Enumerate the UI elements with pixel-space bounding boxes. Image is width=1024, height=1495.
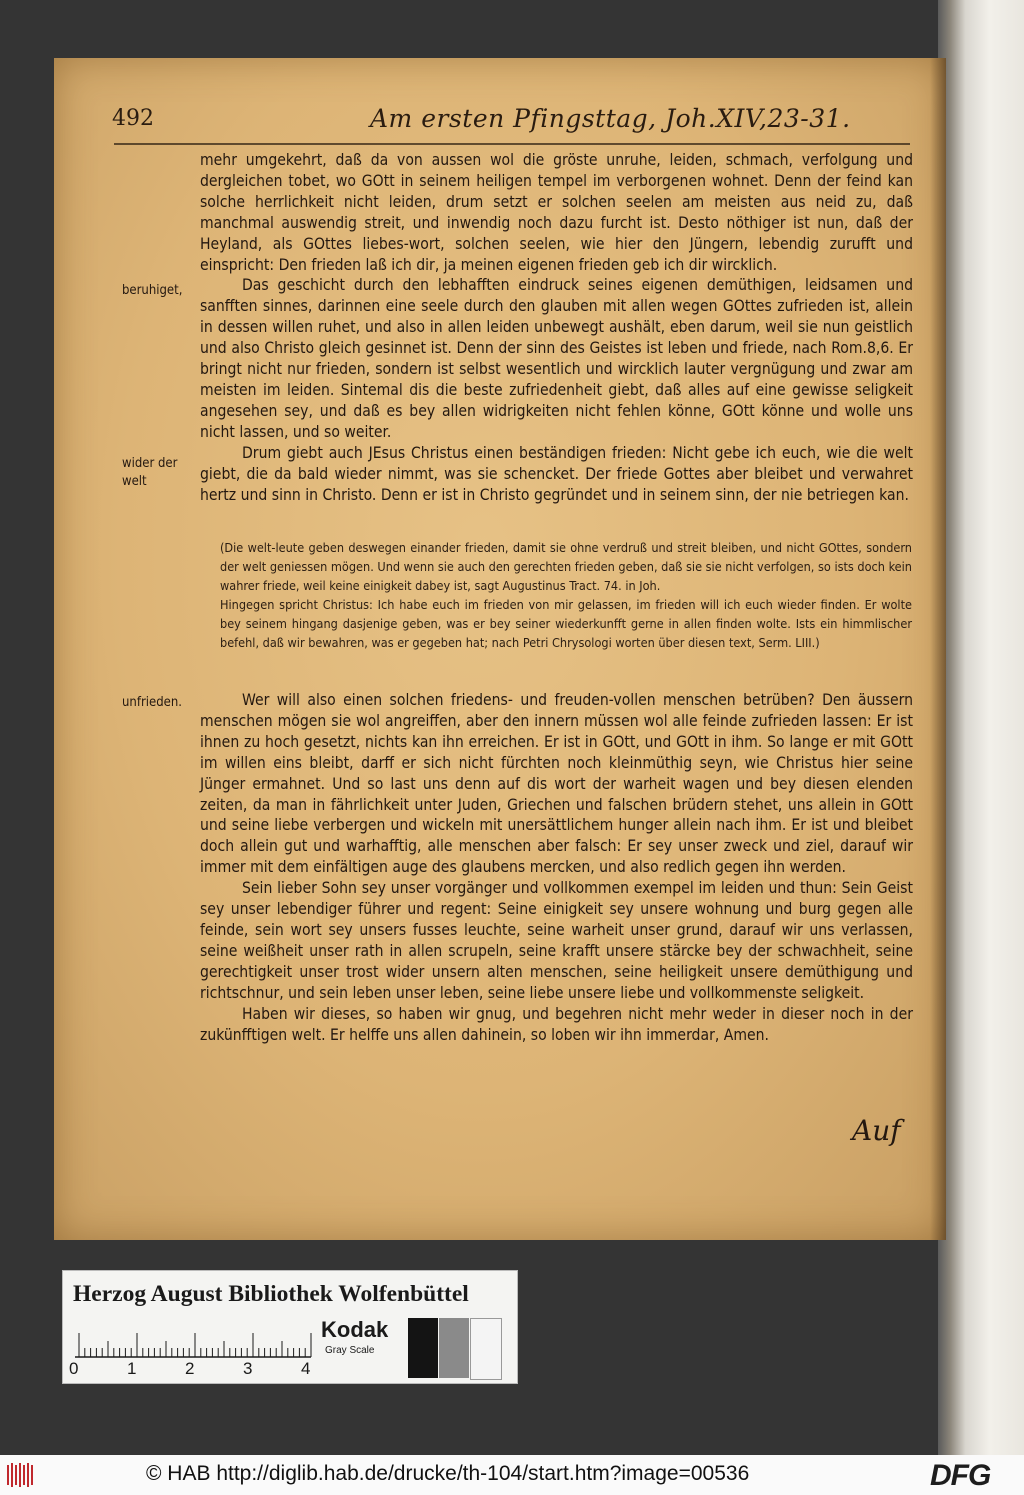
- page-number: 492: [112, 106, 154, 131]
- kodak-logo: Kodak: [321, 1317, 389, 1342]
- dfg-logo: DFG: [930, 1459, 991, 1492]
- paragraph-2: Das geschicht durch den lebhafften eindruck seines eigenen demüthigen, leidsamen und sanfften sinnes, darinnen eine seele durch den glauben mit allen wegen GOttes zufrieden ist, allein in dessen willen ruhet, und also in allen leiden unbewegt aushält, eben darum, weil sie nun geistlich und also Christo gleich gesinnet ist. Denn der sinn des Geistes ist leben und friede, nach Rom.8,6. Er bringt nicht nur frieden, sondern ist selbst wesentlich und wircklich lauter vergnügung und zwar am meisten im leiden. Sintemal dis die beste zufriedenheit giebt, daß alles auf eine gewisse seligkeit angesehen sey, und daß es bey allen widrigkeiten nicht fehlen könne, GOtt könne und wolle uns nicht lassen, und so weiter.: [200, 276, 913, 441]
- page-gutter: [930, 58, 946, 1240]
- margin-note-1: beruhiget,: [122, 283, 183, 298]
- quote-paragraph-2: Hingegen spricht Christus: Ich habe euch im frieden von mir gelassen, im frieden will ich euch wieder finden. Er wolte bey seinem hingang dasjenige geben, was er bey seiner wiederkunfft gerne in allen finden wolte. Ists ein himmlischer befehl, daß wir bewahren, was er gegeben hat; nach Petri Chrysologi worten über diesen text, Serm. LIII.): [220, 597, 912, 650]
- gray-scale-caption: Gray Scale: [325, 1345, 375, 1356]
- next-page-strip: [938, 0, 1024, 1455]
- copyright-url[interactable]: © HAB http://diglib.hab.de/drucke/th-104/start.htm?image=00536: [146, 1462, 750, 1485]
- quote-paragraph-1: (Die welt-leute geben deswegen einander frieden, damit sie ohne verdruß und streit bleiben, und nicht GOttes, sondern der welt geniessen mögen. Und wenn sie auch den gerechten frieden geben, daß sie sie nicht verfolgen, so ists doch kein wahrer friede, weil keine einigkeit dabey ist, sagt Augustinus Tract. 74. in Joh.: [220, 540, 912, 593]
- footer-bar: [0, 1455, 1024, 1495]
- ruler-number-1: 1: [127, 1359, 137, 1378]
- paragraph-3: Drum giebt auch JEsus Christus einen beständigen frieden: Nicht gebe ich euch, wie die welt giebt, die da bald wieder nimmt, was sie schencket. Der friede Gottes aber bleibet und verwahret hertz und sinn in Christo. Denn er ist in Christo gegründet und in seinem sinn, der nie betriegen kan.: [200, 443, 913, 504]
- hab-logo-icon: [6, 1462, 36, 1488]
- text-block-2: [200, 690, 913, 1045]
- text-block-1: [200, 150, 913, 505]
- swatch-gray: [439, 1318, 469, 1378]
- library-name: Herzog August Bibliothek Wolfenbüttel: [73, 1281, 469, 1307]
- margin-note-3: unfrieden.: [122, 695, 182, 710]
- paragraph-5: Sein lieber Sohn sey unser vorgänger und vollkommen exempel im leiden und thun: Sein Geist sey unser lebendiger führer und regent: Seine einigkeit sey unsere wohnung und burg gegen alle feinde, sein wort sey unsers fusses leuchte, seine warheit unser grund, darauf wir uns verlassen, seine weißheit unser rath in allen scrupeln, seine krafft unsere stärcke bey der schwachheit, seine gerechtigkeit unser trost wider unsern alten menschen, seine heiligkeit unsere demüthigung und richtschnur, und sein leben unser leben, seine liebe unsere liebe und vollkommenste seligkeit.: [200, 879, 913, 1002]
- swatch-white: [470, 1318, 502, 1380]
- ruler-number-2: 2: [185, 1359, 195, 1378]
- paragraph-6: Haben wir dieses, so haben wir gnug, und begehren nicht mehr weder in dieser noch in der zukünfftigen welt. Er helffe uns allen dahinein, so loben wir ihn immerdar, Amen.: [200, 1004, 913, 1044]
- catchword: Auf: [852, 1114, 901, 1147]
- ruler-numbers: [69, 1359, 369, 1381]
- quote-block: [220, 538, 912, 652]
- margin-note-2: wider der welt: [122, 456, 178, 489]
- paragraph-4: Wer will also einen solchen friedens- und freuden-vollen menschen betrüben? Den äussern menschen mögen sie wol angreiffen, aber den innern müssen wol alle feinde zufrieden lassen: Er ist ihnen zu hoch gesetzt, nichts kan ihn erreichen. Er ist in GOtt, und GOtt in ihm. So lange er mit GOtt im willen eins bleibt, darff er sich nicht fürchten noch kleinmüthig seyn, wie Christus hier seine Jünger ermahnet. Und so last uns denn auf dis wort der warheit wagen und bey diesen elenden zeiten, da man in fährlichkeit unter Juden, Griechen und falschen brüdern stehet, uns allein in GOtt und seine liebe verbergen und wickeln mit unersättlichem hunger allein nach ihm. Er ist und bleibet doch allein gut und warhafftig, alle menschen aber falsch: Er sey unser zweck und ziel, darauf wir immer mit dem einfältigen auge des glaubens mercken, und also redlich gegen ihn werden.: [200, 691, 913, 877]
- ruler-number-3: 3: [243, 1359, 253, 1378]
- header-rule: [114, 143, 910, 145]
- paragraph-1: mehr umgekehrt, daß da von aussen wol die gröste unruhe, leiden, schmach, verfolgung und dergleichen tobet, wo GOtt in seinem heiligen tempel im verborgenen wohnet. Denn der feind kan solche herrlichkeit nicht leiden, drum setzt er solchen seelen am meisten aus neid zu, daß manchmal auswendig streit, und inwendig noch dazu furcht ist. Desto nöthiger ist nun, daß der Heyland, als GOttes liebes-wort, solchen seelen, wie hier den Jüngern, lebendig zurufft und einspricht: Den frieden laß ich dir, ja meinen eigenen frieden geb ich dir wircklich.: [200, 151, 913, 274]
- page-header: [112, 100, 912, 144]
- ruler-number-4: 4: [301, 1359, 311, 1378]
- swatch-black: [408, 1318, 438, 1378]
- running-head: Am ersten Pfingsttag, Joh.XIV,23-31.: [370, 104, 851, 133]
- ruler-number-0: 0: [69, 1359, 79, 1378]
- library-color-label: [62, 1270, 518, 1384]
